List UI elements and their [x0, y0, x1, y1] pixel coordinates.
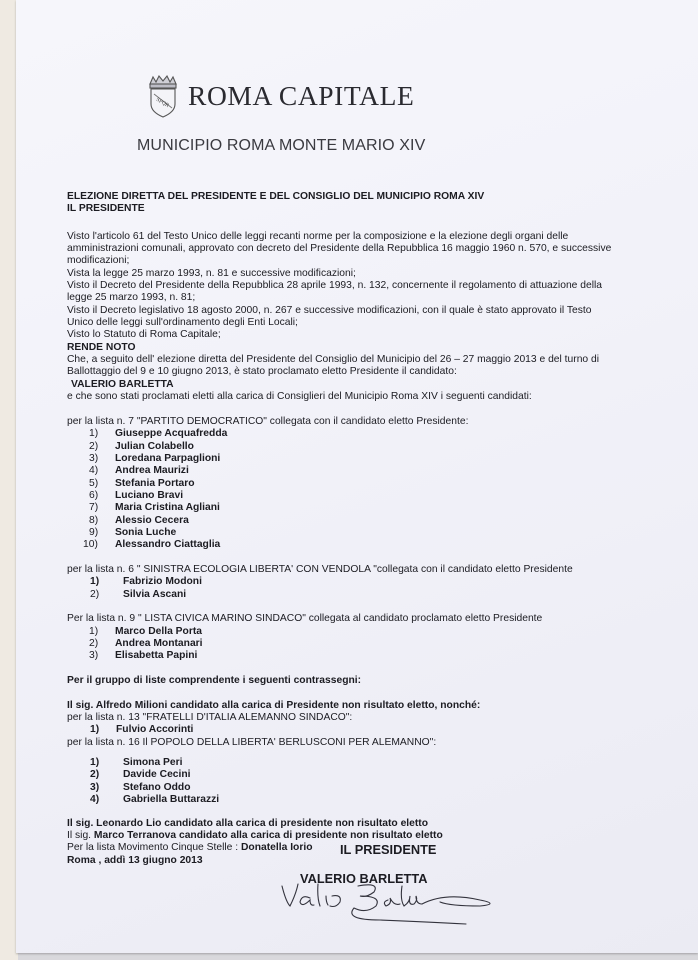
- lista6-intro: per la lista n. 6 " SINISTRA ECOLOGIA LIBERTA' CON VENDOLA "collegata con il candidato eletto Presidente: [67, 563, 573, 575]
- lista9-intro: Per la lista n. 9 " LISTA CIVICA MARINO SINDACO" collegata al candidato proclamato eletto Presidente: [67, 613, 543, 625]
- lista16-intro: per la lista n. 16 Il POPOLO DELLA LIBERTA' BERLUSCONI PER ALEMANNO":: [67, 736, 437, 748]
- list-item: 1) Simona Peri: [90, 757, 183, 769]
- milioni-line: Il sig. Alfredo Milioni candidato alla carica di Presidente non risultato eletto, nonché:: [67, 699, 481, 711]
- terranova-line: Il sig. Marco Terranova candidato alla carica di presidente non risultato eletto: [67, 829, 443, 841]
- list-item: 2) Julian Colabello: [89, 440, 194, 452]
- signature-name: VALERIO BARLETTA: [300, 871, 428, 886]
- list-item: 4) Gabriella Buttarazzi: [90, 794, 220, 806]
- lista7-intro: per la lista n. 7 "PARTITO DEMOCRATICO" collegata con il candidato eletto Presidente:: [67, 415, 469, 427]
- preamble-line: legge 25 marzo 1993, n. 81;: [67, 292, 196, 304]
- crest-lettering: SPQR: [155, 96, 170, 109]
- lio-line: Il sig. Leonardo Lio candidato alla carica di presidente non risultato eletto: [67, 817, 429, 829]
- list-item: 6) Luciano Bravi: [89, 489, 184, 501]
- date-line: Roma , addì 13 giugno 2013: [67, 854, 203, 866]
- municipio-subtitle: MUNICIPIO ROMA MONTE MARIO XIV: [137, 137, 426, 154]
- signature-title: IL PRESIDENTE: [340, 842, 437, 857]
- brand-name: ROMA CAPITALE: [188, 80, 415, 111]
- list-item: 3) Stefano Oddo: [90, 781, 191, 793]
- list-item: 1) Fabrizio Modoni: [90, 576, 202, 588]
- gruppo-heading: Per il gruppo di liste comprendente i seguenti contrassegni:: [67, 675, 362, 687]
- list-item: 1) Marco Della Porta: [89, 625, 202, 637]
- preamble-line: Visto lo Statuto di Roma Capitale;: [67, 329, 221, 341]
- rende-noto-line: Ballottaggio del 9 e 10 giugno 2013, è stato proclamato eletto Presidente il candidato:: [67, 366, 457, 378]
- document-body: [67, 191, 677, 867]
- m5s-line: Per la lista Movimento Cinque Stelle : Donatella Iorio: [67, 842, 313, 854]
- preamble-line: amministrazioni comunali, approvato con decreto del Presidente della Repubblica 16 maggio 1960 n. 570, e successive: [67, 243, 612, 255]
- document-title: ELEZIONE DIRETTA DEL PRESIDENTE E DEL CONSIGLIO DEL MUNICIPIO ROMA XIV: [67, 191, 485, 202]
- list-item: 8) Alessio Cecera: [89, 514, 189, 526]
- preamble-line: Vista la legge 25 marzo 1993, n. 81 e successive modificazioni;: [67, 267, 356, 279]
- lista13-intro: per la lista n. 13 "FRATELLI D'ITALIA ALEMANNO SINDACO":: [67, 712, 353, 724]
- list-item: 3) Elisabetta Papini: [89, 650, 198, 662]
- list-item: 1) Giuseppe Acquafredda: [89, 428, 228, 440]
- roma-capitale-crest-icon: [147, 74, 179, 118]
- list-item: 2) Silvia Ascani: [90, 588, 187, 600]
- preamble-line: modificazioni;: [67, 255, 130, 267]
- elected-president: VALERIO BARLETTA: [71, 378, 174, 390]
- list-item: 7) Maria Cristina Agliani: [89, 502, 220, 514]
- list-item: 5) Stefania Portaro: [89, 477, 195, 489]
- list-item: 2) Davide Cecini: [90, 769, 191, 781]
- rende-noto-line: e che sono stati proclamati eletti alla carica di Consiglieri del Municipio Roma XIV i seguenti candidati:: [67, 391, 532, 403]
- document-subtitle: IL PRESIDENTE: [67, 203, 145, 215]
- list-item: 10) Alessandro Ciattaglia: [83, 539, 221, 551]
- list-item: 9) Sonia Luche: [89, 526, 177, 538]
- lista16-candidates: [67, 757, 677, 806]
- lista9-candidates: [67, 626, 677, 663]
- list-item: 2) Andrea Montanari: [89, 638, 203, 650]
- rende-noto-heading: RENDE NOTO: [67, 341, 136, 353]
- preamble: [67, 231, 677, 342]
- preamble-line: Visto il Decreto del Presidente della Repubblica 28 aprile 1993, n. 132, concernente il regolamento di attuazione della: [67, 280, 603, 292]
- lista6-candidates: [67, 576, 677, 601]
- preamble-line: Visto il Decreto legislativo 18 agosto 2000, n. 267 e successive modificazioni, con il quale è stato approvato il Testo: [67, 304, 592, 316]
- list-item: 4) Andrea Maurizi: [89, 465, 189, 477]
- list-item: 3) Loredana Parpaglioni: [89, 452, 221, 464]
- list-item: 1) Fulvio Accorinti: [90, 724, 194, 736]
- preamble-line: Unico delle leggi sull'ordinamento degli Enti Locali;: [67, 317, 298, 329]
- lista7-candidates: [67, 428, 677, 551]
- handwritten-signature: [270, 880, 535, 930]
- preamble-line: Visto l'articolo 61 del Testo Unico delle leggi recanti norme per la composizione e la elezione degli organi delle: [67, 230, 569, 242]
- rende-noto-line: Che, a seguito dell' elezione diretta del Presidente del Consiglio del Municipio del 26 – 27 maggio 2013 e del turno di: [67, 354, 600, 366]
